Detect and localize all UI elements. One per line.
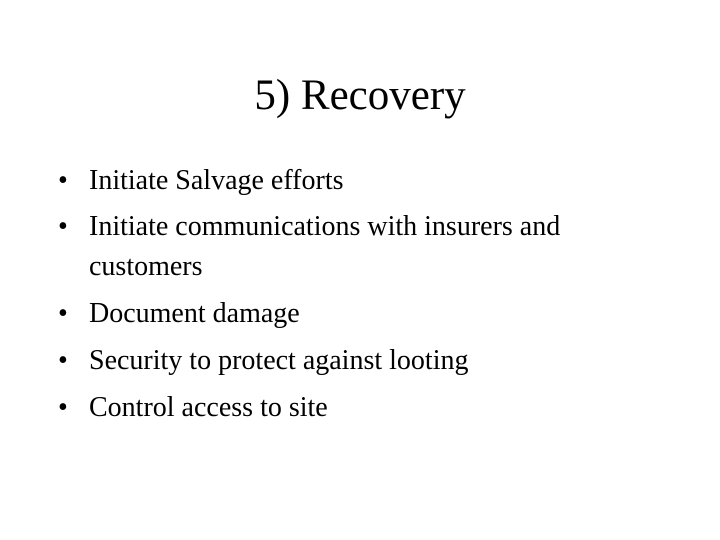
bullet-dot-icon: •	[58, 211, 68, 242]
slide-title: 5) Recovery	[254, 72, 466, 119]
bullet-dot-icon: •	[58, 392, 68, 423]
bullet-item-salvage	[58, 160, 678, 201]
bullet-dot-icon: •	[58, 165, 68, 196]
bullet-item-communications	[58, 207, 678, 287]
bullet-text: Initiate communications with insurers and customers	[89, 211, 561, 282]
bullet-text: Control access to site	[89, 392, 328, 423]
bullet-list	[58, 160, 678, 434]
bullet-item-control-access	[58, 387, 678, 428]
bullet-item-document-damage	[58, 293, 678, 334]
bullet-text: Initiate Salvage efforts	[89, 165, 344, 196]
bullet-item-security	[58, 340, 678, 381]
bullet-dot-icon: •	[58, 345, 68, 376]
bullet-dot-icon: •	[58, 298, 68, 329]
bullet-text: Document damage	[89, 298, 300, 329]
bullet-text: Security to protect against looting	[89, 345, 469, 376]
